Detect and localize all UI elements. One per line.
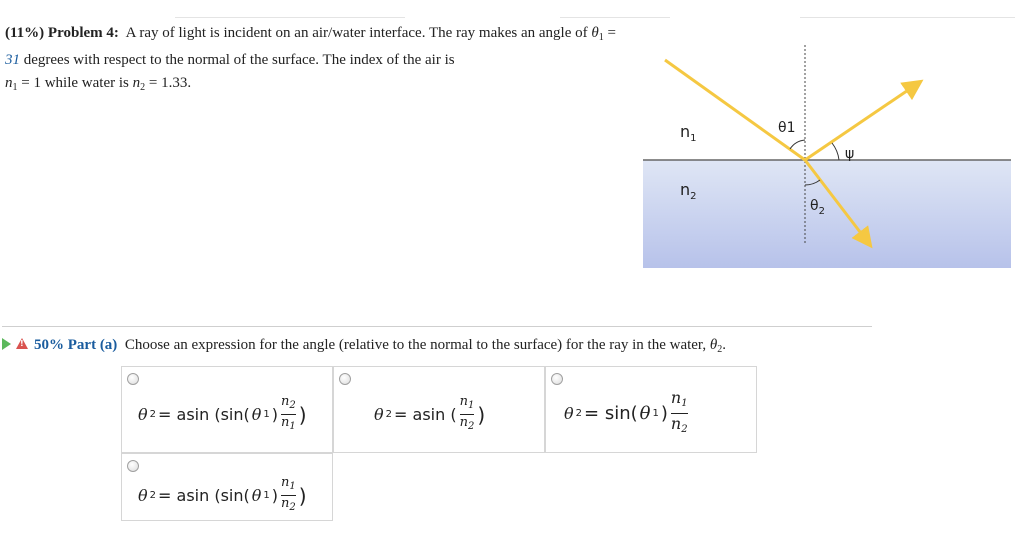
choice-1-expression	[138, 395, 307, 434]
lhs-theta: θ	[138, 405, 148, 424]
n1-symbol: n	[5, 75, 13, 91]
n2-symbol: n	[132, 75, 141, 91]
top-divider-mid	[560, 17, 670, 18]
arg-theta: θ	[639, 403, 651, 424]
fraction	[281, 476, 296, 515]
end-paren: )	[298, 402, 307, 427]
psi-diagram-label: ψ	[845, 146, 855, 162]
n1-sub: 1	[12, 82, 18, 93]
lhs-sub: 2	[149, 409, 157, 420]
func-text: = asin (sin(	[158, 486, 250, 505]
theta1-diagram-label: θ1	[778, 120, 796, 136]
part-a-label: 50% Part (a)	[34, 337, 118, 353]
denominator: $n_2$	[670, 414, 688, 435]
problem-text-2: degrees with respect to the normal of the surface. The index of the air is	[23, 52, 455, 68]
n2-diagram-label: $n_2$	[680, 180, 697, 202]
problem-statement	[5, 22, 625, 99]
incident-ray	[665, 60, 805, 160]
part-divider	[2, 326, 872, 327]
refraction-diagram	[640, 40, 1015, 270]
theta1-symbol: θ	[591, 25, 599, 41]
part-a-prompt: Choose an expression for the angle (relative to the normal to the surface) for the ray in the water,	[124, 337, 707, 353]
arg-sub: 1	[652, 408, 659, 419]
theta1-arc	[790, 140, 805, 149]
close-paren: )	[271, 405, 278, 424]
fraction	[460, 395, 475, 434]
lhs-theta: θ	[138, 486, 148, 505]
part-a-theta2-sub: 2	[717, 344, 723, 355]
fraction	[281, 395, 296, 434]
numerator: $n_1$	[281, 475, 296, 492]
lhs-theta: θ	[564, 404, 574, 423]
theta1-sub: 1	[598, 32, 604, 43]
choice-4[interactable]	[121, 453, 333, 521]
numerator: $n_1$	[670, 388, 688, 409]
arg-theta: θ	[251, 405, 262, 424]
part-a-theta2: θ	[709, 337, 718, 353]
func-text: = sin(	[584, 403, 638, 424]
water-region	[643, 160, 1011, 268]
choice-3-radio[interactable]	[551, 373, 563, 385]
reflected-ray	[805, 82, 920, 160]
choice-4-radio[interactable]	[127, 460, 139, 472]
end-paren: )	[298, 483, 307, 508]
part-a-header	[2, 334, 882, 361]
denominator: $n_2$	[281, 496, 296, 513]
fraction	[671, 389, 688, 438]
lhs-sub: 2	[575, 408, 583, 419]
n1-diagram-label: $n_1$	[680, 122, 697, 144]
lhs-sub: 2	[149, 490, 157, 501]
close-paren: )	[271, 486, 278, 505]
choice-1[interactable]	[121, 366, 333, 453]
part-a-period: .	[722, 337, 726, 353]
choice-2-radio[interactable]	[339, 373, 351, 385]
denominator: $n_1$	[281, 415, 296, 432]
choice-3[interactable]	[545, 366, 757, 453]
numerator: $n_1$	[459, 394, 475, 411]
func-text: = asin (sin(	[158, 405, 250, 424]
denominator: $n_2$	[459, 415, 475, 432]
play-icon[interactable]	[2, 338, 11, 350]
problem-percent: (11%)	[5, 25, 45, 41]
lhs-theta: θ	[374, 405, 384, 424]
warning-icon	[16, 338, 28, 349]
arg-theta: θ	[251, 486, 262, 505]
psi-arc	[832, 143, 839, 160]
n2-value: = 1.33.	[148, 75, 192, 91]
numerator: $n_2$	[281, 394, 296, 411]
problem-text-1: A ray of light is incident on an air/water interface. The ray makes an angle of	[125, 25, 588, 41]
problem-title: Problem 4:	[47, 25, 119, 41]
choice-4-expression	[138, 476, 307, 515]
eq-sign: =	[607, 25, 616, 41]
end-paren: )	[477, 402, 486, 427]
choice-2[interactable]	[333, 366, 545, 453]
theta1-value: 31	[5, 52, 20, 68]
arg-sub: 1	[263, 490, 270, 501]
top-divider-right	[800, 17, 1015, 18]
func-text: = asin (	[394, 405, 457, 424]
choice-2-expression	[374, 395, 485, 434]
arg-sub: 1	[263, 409, 270, 420]
close-paren: )	[660, 403, 668, 424]
answer-choices	[121, 366, 757, 521]
theta2-diagram-label: $\theta_2$	[810, 198, 825, 217]
choice-1-radio[interactable]	[127, 373, 139, 385]
lhs-sub: 2	[385, 409, 393, 420]
n2-sub: 2	[140, 82, 146, 93]
top-divider-left	[175, 17, 405, 18]
n1-value: = 1 while water is	[21, 75, 129, 91]
choice-3-expression	[564, 389, 689, 438]
